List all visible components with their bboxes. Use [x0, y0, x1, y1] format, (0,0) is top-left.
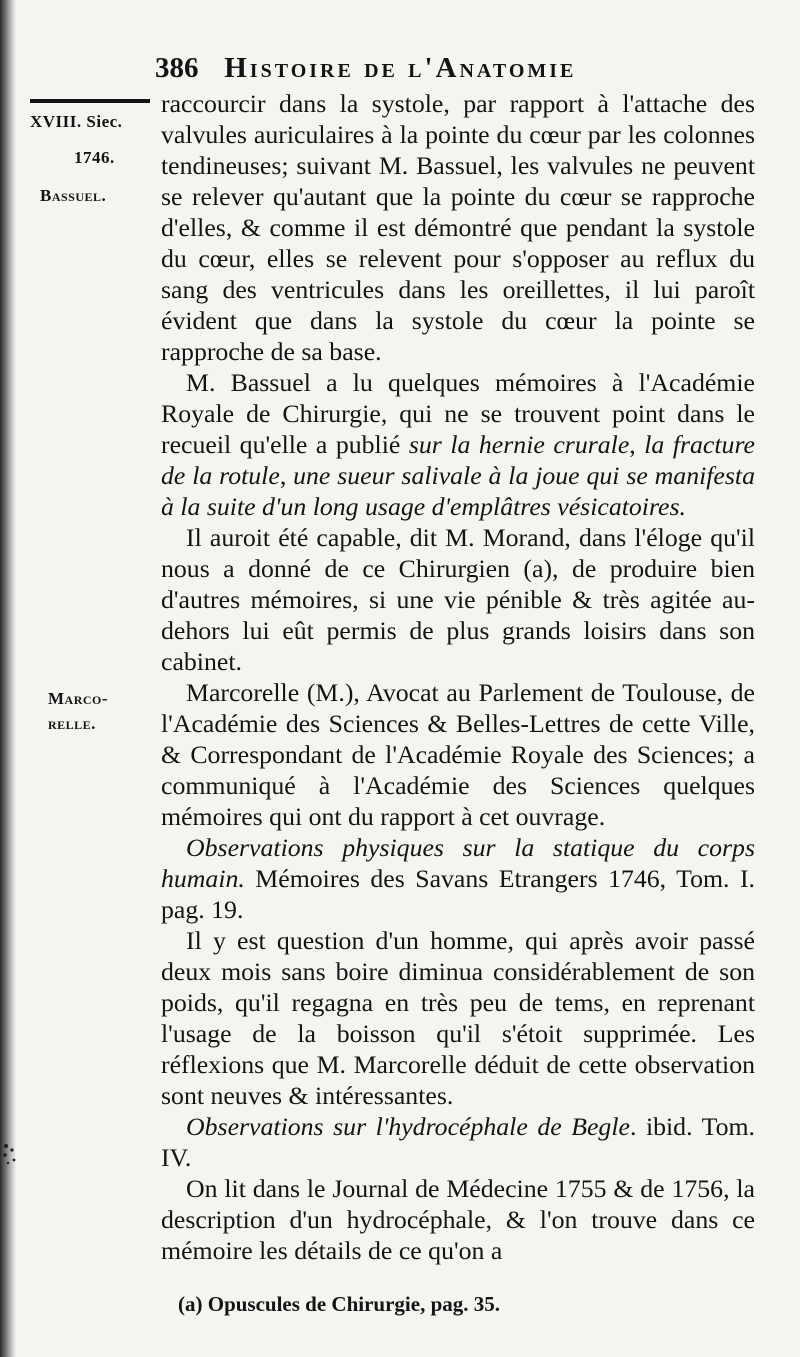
paragraph-morand-eloge: Il auroit été capable, dit M. Morand, dans l'éloge qu'il nous a donné de ce Chirurgien (a), de produire bien d'autres mémoires, si une vie pénible & très agitée au-dehors lui eût permis de plus grands loisirs dans son cabinet. — [161, 523, 755, 676]
p2-text-a: M. Bassuel a lu quelques mémoires à l'Académie Royale de Chirurgie, qui ne se trouvent point dans le recueil qu'elle a publié — [161, 368, 755, 459]
ink-stain-mark — [0, 1140, 26, 1168]
p5-reference: Mémoires des Savans Etrangers 1746, Tom. I. pag. 19. — [161, 864, 755, 924]
margin-note-bassuel: Bassuel. — [40, 186, 107, 205]
paragraph-observations-statique — [161, 832, 755, 925]
p5-title: Observations physiques sur la statique du corps humain. — [161, 833, 755, 893]
p2-title-fracture: la fracture de la rotule — [161, 430, 755, 490]
paragraph-hydrocephale-title — [161, 1111, 755, 1173]
p7-title: Observations sur l'hydrocéphale de Begle — [186, 1112, 630, 1141]
p7-reference: . ibid. Tom. IV. — [161, 1112, 755, 1172]
running-head-title: Histoire de l'Anatomie — [224, 52, 577, 84]
p2-title-hernie: sur la hernie crurale — [408, 430, 630, 459]
paragraph-journal-medecine: On lit dans le Journal de Médecine 1755 & de 1756, la description d'un hydrocéphale, & l'on trouve dans ce mémoire les détails de ce qu'on a — [161, 1174, 755, 1265]
margin-rule — [30, 99, 150, 103]
page-number: 386 — [155, 52, 199, 84]
p2-sep-1: , — [629, 430, 645, 459]
margin-note-year: 1746. — [74, 148, 115, 167]
paragraph-bassuel-memoires — [161, 367, 755, 522]
p2-sep-2: , — [279, 461, 294, 490]
paragraph-systole: raccourcir dans la systole, par rapport à l'attache des valvules auriculaires à la pointe du cœur par les colonnes tendineuses; suivant M. Bassuel, les valvules ne peuvent se relever qu'autant que la pointe du cœur se rapproche d'elles, & comme il est démontré que pendant la systole du cœur, elles se relevent pour s'opposer au reflux du sang des ventricules dans les oreillettes, il lui paroît évident que dans la systole du cœur la pointe se rapproche de sa base. — [161, 89, 755, 366]
p2-title-sueur: une sueur salivale à la joue qui se manifesta à la suite d'un long usage d'emplâtres vésicatoires. — [161, 461, 755, 521]
margin-note-marcorelle-line2: relle. — [48, 714, 96, 733]
running-header — [155, 52, 750, 85]
margin-note-marcorelle-line1: Marco- — [48, 689, 109, 708]
paragraph-homme-sans-boire: Il y est question d'un homme, qui après avoir passé deux mois sans boire diminua considérablement de son poids, qu'il regagna en très peu de tems, en reprenant l'usage de la boisson qu'il s'étoit supprimée. Les réflexions que M. Marcorelle déduit de cette observation sont neuves & intéressantes. — [161, 926, 755, 1110]
margin-note-marcorelle — [48, 686, 108, 736]
paragraph-marcorelle: Marcorelle (M.), Avocat au Parlement de Toulouse, de l'Académie des Sciences & Belles-Lettres de cette Ville, & Correspondant de l'Académie Royale des Sciences; a communiqué à l'Académie des Sciences quelques mémoires qui ont du rapport à cet ouvrage. — [161, 678, 755, 831]
footnote: (a) Opuscules de Chirurgie, pag. 35. — [178, 1292, 501, 1316]
body-text — [161, 88, 755, 1266]
margin-note-century: XVIII. Siec. — [30, 112, 123, 131]
